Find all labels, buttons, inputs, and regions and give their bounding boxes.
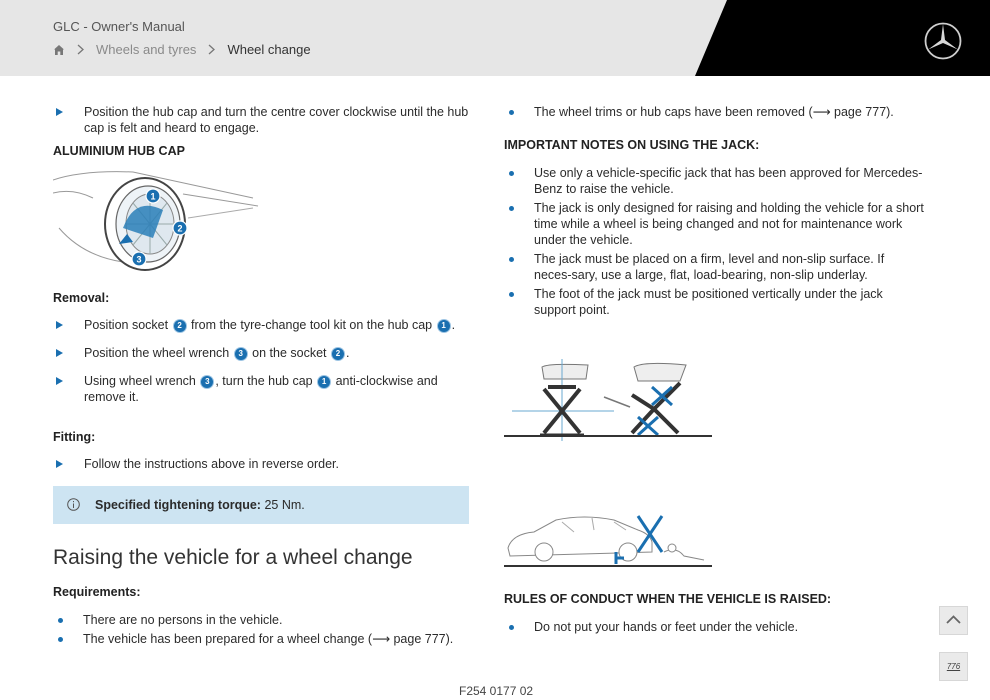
requirement-item: There are no persons in the vehicle. (53, 612, 469, 628)
conduct-section (504, 591, 924, 638)
brand-panel (695, 0, 990, 76)
mercedes-star-icon (924, 22, 962, 60)
removal-step-2: Position the wheel wrench 3 on the socket 2 . (53, 345, 469, 361)
jack-note: The foot of the jack must be positioned vertically under the jack support point. (504, 286, 924, 318)
aluminium-hub-cap-heading: ALUMINIUM HUB CAP (53, 144, 185, 158)
figure-code: F254 0177 02 (459, 684, 534, 698)
jack-notes-heading: IMPORTANT NOTES ON USING THE JACK: (504, 138, 760, 152)
breadcrumb (53, 42, 311, 57)
callout-badge: 3 (201, 376, 213, 388)
conduct-item: Do not put your hands or feet under the vehicle. (504, 619, 924, 635)
step-arrow-icon (56, 108, 63, 116)
breadcrumb-wheels-and-tyres[interactable]: Wheels and tyres (96, 42, 197, 57)
step-arrow-icon (56, 349, 63, 357)
requirements-heading: Requirements: (53, 585, 141, 599)
left-column (53, 104, 469, 159)
jack-notes-list (504, 165, 924, 318)
home-icon[interactable] (53, 44, 65, 56)
bullet-icon (509, 206, 514, 211)
bullet-icon (58, 637, 63, 642)
callout-badge: 2 (174, 320, 186, 332)
callout-badge: 2 (332, 348, 344, 360)
removal-step-1: Position socket 2 from the tyre-change tool kit on the hub cap 1 . (53, 317, 469, 333)
requirement-item: The vehicle has been prepared for a wheel change (⟶ page 777). (53, 631, 469, 647)
header-bar (0, 0, 990, 76)
section-title: Raising the vehicle for a wheel change (53, 546, 413, 569)
breadcrumb-wheel-change: Wheel change (227, 42, 311, 57)
raised-vehicle-illustration (504, 512, 712, 570)
figure-label-1: 1 (150, 191, 156, 202)
requirements-section (53, 584, 469, 650)
figure-label-2: 2 (177, 223, 183, 234)
jack-note: The jack is only designed for raising and holding the vehicle for a short time while a wheel is being changed and not for maintenance work under the vehicle. (504, 200, 924, 248)
info-box-torque (53, 486, 469, 524)
page-number-button[interactable] (939, 652, 968, 681)
bullet-icon (58, 618, 63, 623)
step-arrow-icon (56, 377, 63, 385)
app-title: GLC - Owner's Manual (53, 19, 185, 34)
jack-note: Use only a vehicle-specific jack that has been approved for Mercedes-Benz to raise the vehicle. (504, 165, 924, 197)
page-number-icon: 776 (946, 662, 961, 671)
callout-badge: 3 (235, 348, 247, 360)
step-arrow-icon (56, 460, 63, 468)
removal-step-3: Using wheel wrench 3 , turn the hub cap 1 anti-clockwise and remove it. (53, 373, 469, 405)
conduct-heading: RULES OF CONDUCT WHEN THE VEHICLE IS RAISED: (504, 592, 832, 606)
chevron-right-icon (208, 44, 215, 55)
jack-placement-illustration (504, 357, 712, 441)
figure-label-3: 3 (136, 254, 142, 265)
bullet-icon (509, 110, 514, 115)
info-icon (67, 498, 80, 511)
removal-section (53, 290, 469, 472)
callout-badge: 1 (438, 320, 450, 332)
step-engage-hub-cap (53, 104, 469, 136)
step-arrow-icon (56, 321, 63, 329)
bullet-icon (509, 625, 514, 630)
bullet-icon (509, 171, 514, 176)
scroll-to-top-button[interactable] (939, 606, 968, 635)
prerequisite-item: The wheel trims or hub caps have been removed (⟶ page 777). (504, 104, 924, 120)
chevron-right-icon (77, 44, 84, 55)
chevron-up-icon (940, 607, 967, 634)
info-text: Specified tightening torque: 25 Nm. (95, 498, 305, 512)
fitting-step: Follow the instructions above in reverse order. (53, 456, 469, 472)
step-text: Position the hub cap and turn the centre cover clockwise until the hub cap is felt and heard to engage. (84, 105, 469, 135)
callout-badge: 1 (318, 376, 330, 388)
fitting-heading: Fitting: (53, 430, 96, 444)
hub-cap-illustration (53, 168, 263, 274)
bullet-icon (509, 292, 514, 297)
bullet-icon (509, 257, 514, 262)
right-column (504, 104, 924, 321)
removal-heading: Removal: (53, 291, 110, 305)
jack-note: The jack must be placed on a firm, level and non-slip surface. If neces-sary, use a large, flat, load-bearing, non-slip underlay. (504, 251, 924, 283)
